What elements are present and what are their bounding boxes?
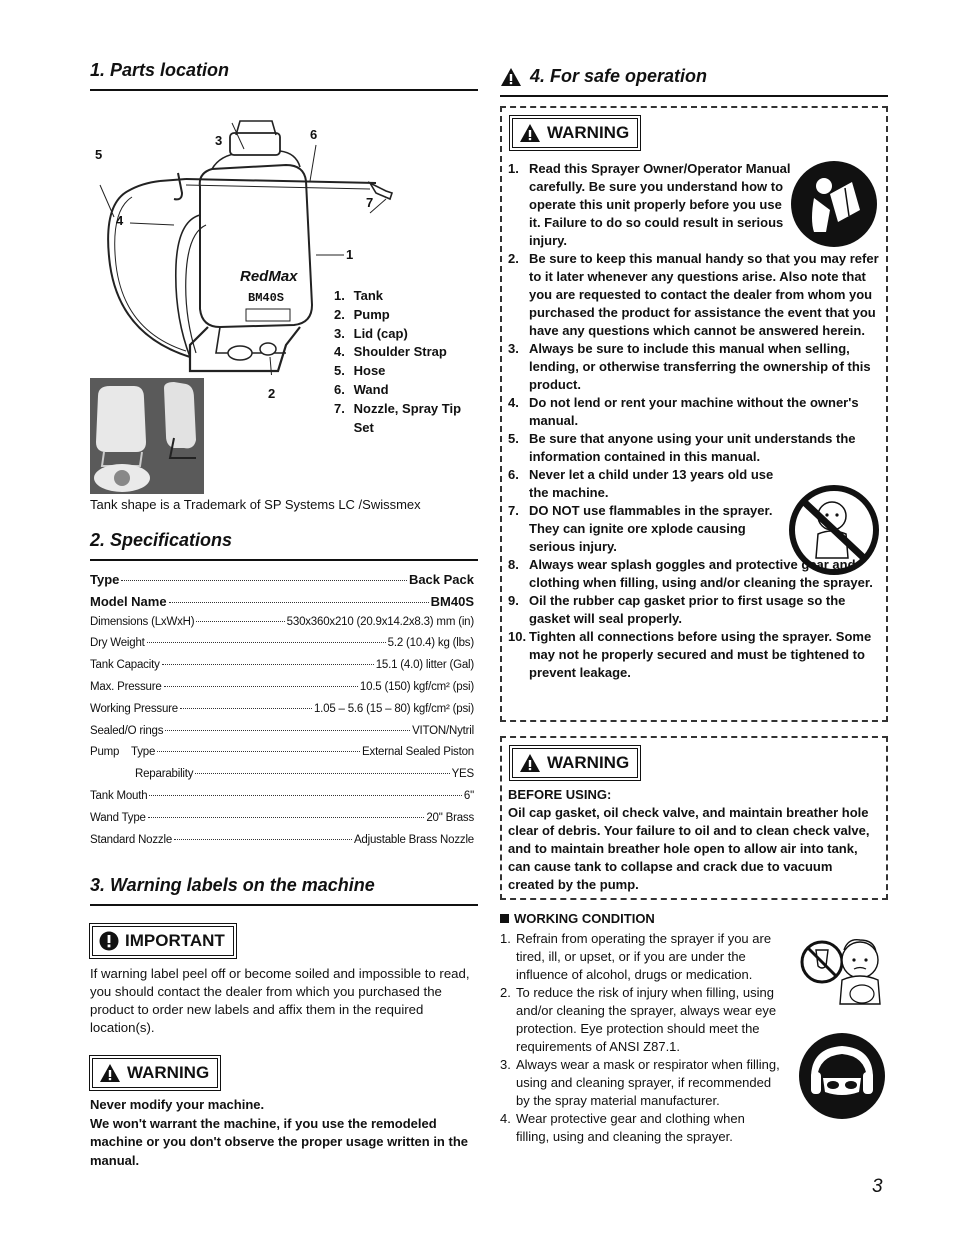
spec-table <box>90 572 474 855</box>
warning-badge: WARNING <box>512 118 638 148</box>
warning-item: 4. Do not lend or rent your machine without the owner's manual. <box>508 395 859 428</box>
warning-item: 8. Always wear splash goggles and protective gear and clothing when filling, using and/or cleaning the sprayer. <box>508 557 873 590</box>
warning-triangle-icon <box>519 123 541 143</box>
spec-row: Model Name BM40S <box>90 593 474 609</box>
spec-row: Working Pressure 1.05 – 5.6 (15 – 80) kgf/cm² (psi) <box>90 702 474 715</box>
page-number: 3 <box>872 1176 883 1197</box>
warning-item: 3. Always be sure to include this manual when selling, lending, or otherwise transferring the ownership of this product. <box>508 341 871 392</box>
spec-row: Tank Capacity 15.1 (4.0) litter (Gal) <box>90 659 474 672</box>
part-item: 4. Shoulder Strap <box>334 344 447 360</box>
important-badge: IMPORTANT <box>92 926 234 956</box>
part-item: 1. Tank <box>334 288 384 303</box>
callout-7: 7 <box>366 195 374 210</box>
part-item: 3. Lid (cap) <box>334 325 408 341</box>
warning-triangle-icon <box>519 753 541 773</box>
square-bullet-icon <box>500 914 509 923</box>
working-condition-title: WORKING CONDITION <box>500 911 655 926</box>
part-item: 5. Hose <box>334 363 386 379</box>
part-item: 2. Pump <box>334 306 390 322</box>
right-column <box>500 66 888 1144</box>
callout-2: 2 <box>268 386 276 401</box>
callout-5: 5 <box>95 147 103 162</box>
wear-protective-gear-icon <box>797 1032 887 1120</box>
model-label: BM40S <box>248 291 285 305</box>
warning-box-general <box>500 106 888 722</box>
condition-item: 4. Wear protective gear and clothing when filling, using and cleaning the sprayer. <box>500 1111 745 1144</box>
callout-3: 3 <box>215 133 223 148</box>
part-item: 6. Wand <box>334 381 389 397</box>
no-alcohol-icon <box>798 932 886 1006</box>
part-item: Set <box>353 419 374 435</box>
parts-list <box>334 287 461 437</box>
brand-logo: RedMax <box>240 268 298 285</box>
warning-box-before-using <box>500 736 888 900</box>
safe-operation-title: 4. For safe operation <box>500 66 888 97</box>
spec-row: Type Back Pack <box>90 572 474 587</box>
condition-item: 2. To reduce the risk of injury when filling, using and/or cleaning the sprayer, always wear eye protection. Eye protection should meet the requirements of ANSI Z87.1. <box>500 985 777 1054</box>
warning-item: 2. Be sure to keep this manual handy so that you may refer to it later whenever any questions arise. Also note that you are requested to contact the dealer from whom you purchased the product for assistance the event that you have any questions which cannot be answered herein. <box>508 251 879 338</box>
warning-item: 1. Read this Sprayer Owner/Operator Manual carefully. Be sure you understand how to operate this unit properly before you use it. Failure to do so could result in serious injury. <box>508 161 791 248</box>
warning-labels-title: 3. Warning labels on the machine <box>90 875 478 906</box>
warning-badge: WARNING <box>92 1058 218 1088</box>
spec-row: Dry Weight 5.2 (10.4) kg (lbs) <box>90 637 474 650</box>
spec-row: Standard Nozzle Adjustable Brass Nozzle <box>90 833 474 846</box>
callout-6: 6 <box>310 127 318 142</box>
specifications-title: 2. Specifications <box>90 530 478 561</box>
spec-row: Pump Type External Sealed Piston <box>90 746 474 759</box>
condition-item: 3. Always wear a mask or respirator when filling, using and cleaning sprayer, if recommended by the spray material manufacturer. <box>500 1057 780 1108</box>
spec-row: Dimensions (LxWxH) 530x360x210 (20.9x14.2x8.3) mm (in) <box>90 615 474 628</box>
spec-row: Tank Mouth 6" <box>90 789 474 802</box>
left-column <box>90 60 478 1168</box>
callout-4: 4 <box>116 213 124 228</box>
working-condition-list <box>500 930 800 1146</box>
sprayer-diagram <box>90 95 478 435</box>
warning-item: 7. DO NOT use flammables in the sprayer. They can ignite ore xplode causing serious injury. <box>508 503 773 554</box>
trademark-note: Tank shape is a Trademark of SP Systems LC /Swissmex <box>90 497 421 512</box>
spec-row: Sealed/O rings VITON/Nytril <box>90 724 474 737</box>
warning-badge: WARNING <box>512 748 638 778</box>
spec-row: Max. Pressure 10.5 (150) kgf/cm² (psi) <box>90 680 474 693</box>
warning-item: 6. Never let a child under 13 years old use the machine. <box>508 467 774 500</box>
warning-triangle-icon <box>500 67 522 87</box>
callout-1: 1 <box>346 247 354 262</box>
warning-item: 10. Tighten all connections before using the sprayer. Some may not he properly secured and must be tightened to prevent leakage. <box>508 629 872 680</box>
warning-item: 9. Oil the rubber cap gasket prior to first usage so the gasket will seal properly. <box>508 593 846 626</box>
spec-row: Reparability YES <box>135 768 474 781</box>
important-text: If warning label peel off or become soiled and impossible to read, you should contact the dealer from which you purchased the product to order new labels and affix them in the required location(s). <box>90 966 470 1035</box>
before-using-text: BEFORE USING: Oil cap gasket, oil check valve, and maintain breather hole clear of debris. Your failure to oil and to clean check valve, and to maintain breather hole open to allow air into tank, can cause tank to collapse and crack due to vacuum created by the pump. <box>508 787 870 892</box>
spec-row: Wand Type 20" Brass <box>90 811 474 824</box>
tank-shape-photo <box>90 378 204 494</box>
part-item: 7. Nozzle, Spray Tip <box>334 400 462 416</box>
exclamation-circle-icon <box>99 931 119 951</box>
warning-triangle-icon <box>99 1063 121 1083</box>
warning-list <box>508 160 884 682</box>
parts-location-title: 1. Parts location <box>90 60 478 91</box>
warning-text: Never modify your machine. We won't warrant the machine, if you use the remodeled machine or you don't observe the proper usage written in the manual. <box>90 1097 468 1168</box>
condition-item: 1. Refrain from operating the sprayer if you are tired, ill, or upset, or if you are under the influence of alcohol, drugs or medication. <box>500 931 772 982</box>
warning-item: 5. Be sure that anyone using your unit understands the information contained in this manual. <box>508 431 856 464</box>
